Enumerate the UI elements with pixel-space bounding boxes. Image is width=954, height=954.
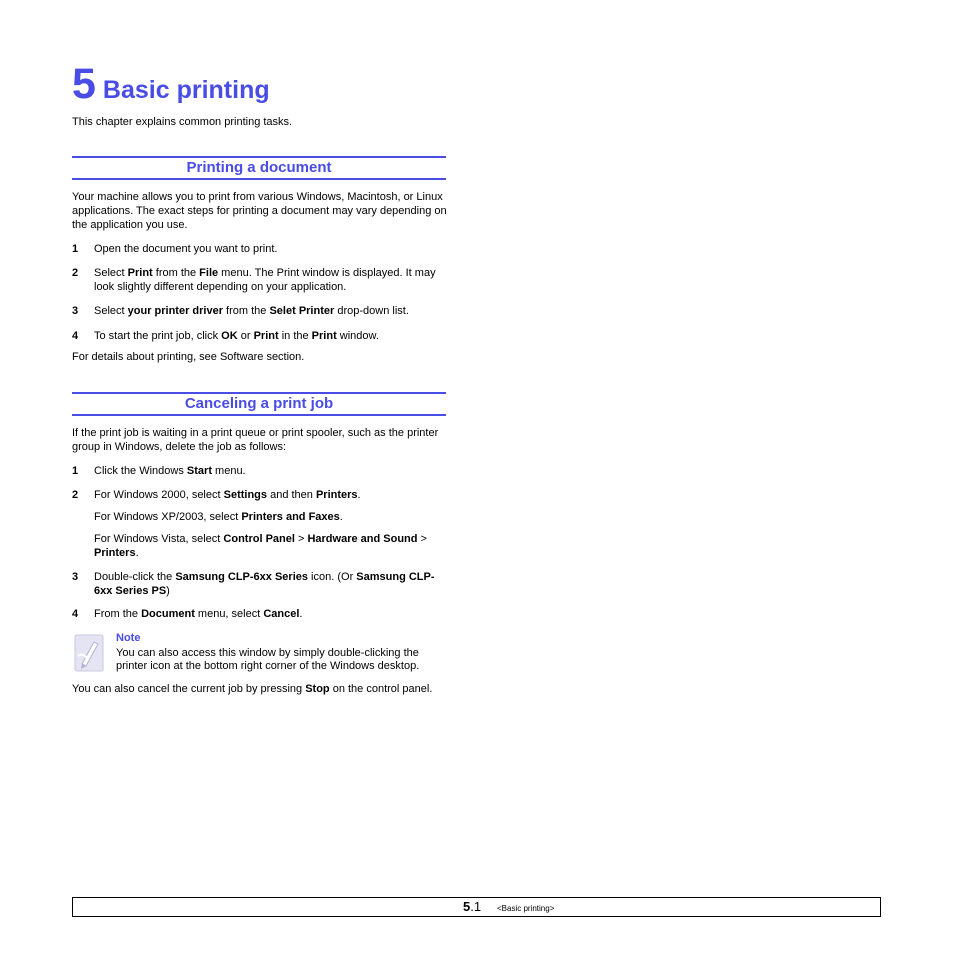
section-title: Printing a document (186, 159, 332, 176)
note-text: You can also access this window by simply double-clicking the printer icon at the bottom right corner of the Windows desktop. (116, 647, 420, 672)
page-number: 5.1 (463, 899, 482, 914)
page-footer (72, 897, 881, 917)
section2-intro: If the print job is waiting in a print queue or print spooler, such as the printer group in Windows, delete the job as follows: (72, 427, 439, 453)
note-pencil-icon (74, 634, 104, 672)
step-text: For Windows XP/2003, select Printers and Faxes. (94, 511, 343, 523)
section-title: Canceling a print job (184, 395, 334, 412)
footer-chapter-tag: <Basic printing> (497, 904, 555, 913)
step-text: Open the document you want to print. (94, 243, 278, 255)
chapter-title: Basic printing (102, 76, 270, 104)
chapter-heading (72, 62, 270, 106)
step-number: 1 (72, 465, 79, 477)
step-number: 2 (72, 267, 79, 279)
section-heading-canceling (72, 392, 446, 416)
chapter-intro: This chapter explains common printing tasks. (72, 116, 293, 128)
step-text: Double-click the Samsung CLP-6xx Series icon. (Or Samsung CLP-6xx Series PS) (94, 571, 435, 597)
chapter-number: 5 (72, 60, 96, 108)
section-heading-printing (72, 156, 446, 180)
section1-intro: Your machine allows you to print from various Windows, Macintosh, or Linux applications. The exact steps for printing a document may vary depending on the application you use. (72, 191, 447, 231)
step-number: 4 (72, 330, 79, 342)
step-text: To start the print job, click OK or Print in the Print window. (94, 330, 379, 342)
note-title: Note (116, 632, 141, 644)
step-text: From the Document menu, select Cancel. (94, 608, 303, 620)
step-text: Select your printer driver from the Selet Printer drop-down list. (94, 305, 409, 317)
step-number: 3 (72, 305, 79, 317)
step-number: 2 (72, 489, 79, 501)
step-text: For Windows 2000, select Settings and then Printers. (94, 489, 361, 501)
step-text: Click the Windows Start menu. (94, 465, 246, 477)
step-number: 3 (72, 571, 79, 583)
step-number: 1 (72, 243, 79, 255)
step-number: 4 (72, 608, 79, 620)
step-text: For Windows Vista, select Control Panel > Hardware and Sound > Printers. (94, 533, 427, 559)
section2-outro: You can also cancel the current job by pressing Stop on the control panel. (72, 683, 433, 695)
section1-outro: For details about printing, see Software section. (72, 351, 305, 363)
step-text: Select Print from the File menu. The Print window is displayed. It may look slightly different depending on your application. (94, 267, 436, 293)
